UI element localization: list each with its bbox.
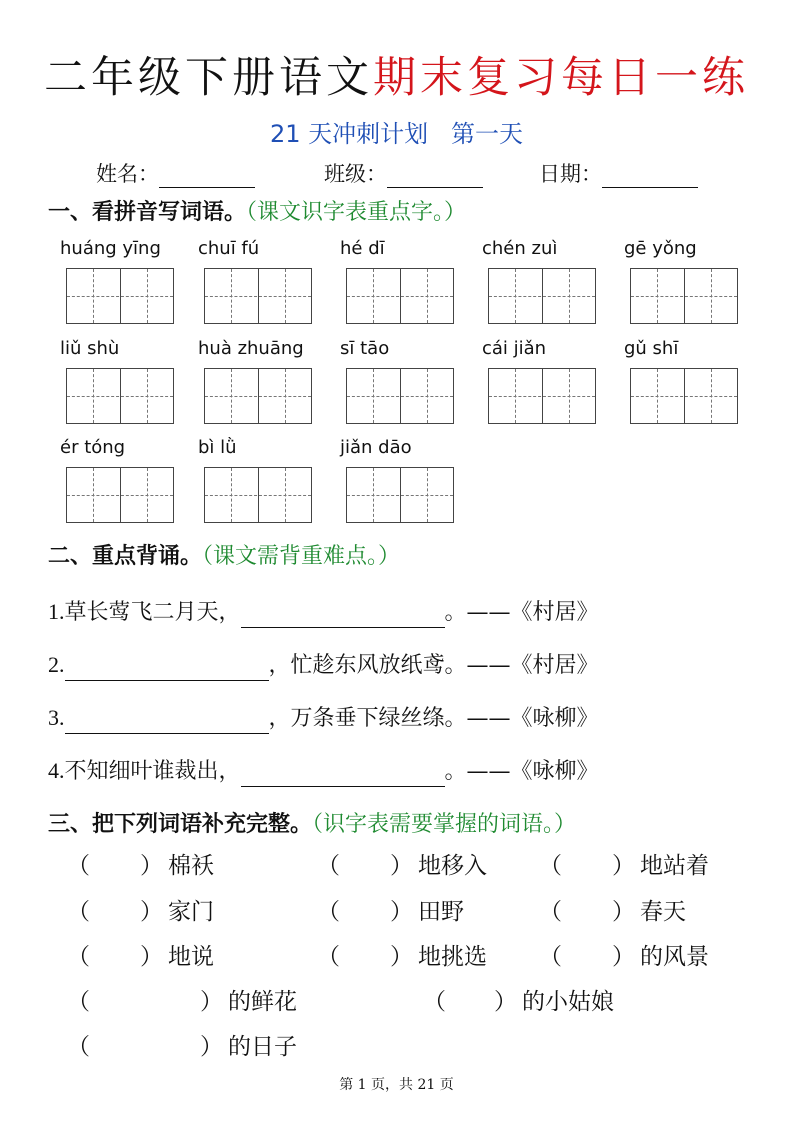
pinyin-label: chén zuì [482,238,558,259]
pinyin-label: sī tāo [340,338,390,359]
open-paren: （ [539,853,562,879]
pinyin-label: gē yǒng [624,238,697,259]
open-paren: （ [317,944,340,970]
pinyin-label: bì lǜ [198,437,237,458]
close-paren: ） [200,989,223,1015]
poem-text-before: 不知细叶谁裁出， [64,759,241,784]
pinyin-label: hé dī [340,238,385,259]
poem-blank[interactable] [241,603,445,628]
poem-text-after: 。——《咏柳》 [444,759,599,784]
class-blank[interactable] [387,165,483,188]
writing-grid[interactable] [346,467,454,523]
poem-blank[interactable] [241,762,445,787]
fill-word: 的鲜花 [228,989,297,1015]
fill-word: 地站着 [640,853,709,879]
close-paren: ） [612,944,635,970]
name-blank[interactable] [159,165,255,188]
close-paren: ） [612,853,635,879]
fill-word: 的日子 [228,1034,297,1060]
open-paren: （ [317,899,340,925]
poem-text-before: 草长莺飞二月天， [64,600,241,625]
open-paren: （ [67,1034,90,1060]
pinyin-label: gǔ shī [624,338,679,359]
poem-number: 4. [48,758,65,783]
writing-grid[interactable] [630,268,738,324]
fill-word: 的小姑娘 [522,989,614,1015]
writing-grid[interactable] [66,368,174,424]
section3-heading [48,810,576,840]
writing-grid[interactable] [66,268,174,324]
fill-blank[interactable] [565,942,612,972]
open-paren: （ [67,989,90,1015]
close-paren: ） [200,1034,223,1060]
close-paren: ） [390,899,413,925]
poem-line [48,650,599,681]
pinyin-label: liǔ shù [60,338,120,359]
section3-label: 三、把下列词语补充完整。 [48,812,313,837]
open-paren: （ [539,899,562,925]
section2-heading [48,542,400,572]
fill-blank[interactable] [93,987,200,1017]
poem-text-after: ，万条垂下绿丝绦。——《咏柳》 [268,706,599,731]
open-paren: （ [317,853,340,879]
open-paren: （ [423,989,446,1015]
fill-blank[interactable] [93,1032,200,1062]
section2-label: 二、重点背诵。 [48,544,203,569]
writing-grid[interactable] [346,368,454,424]
poem-text-after: ，忙趁东风放纸鸢。——《村居》 [268,653,599,678]
fill-blank[interactable] [343,851,390,881]
page-footer: 第 1 页，共 21 页 [339,1077,454,1093]
fill-blank[interactable] [565,851,612,881]
date-blank[interactable] [602,165,698,188]
class-label: 班级： [324,162,387,186]
fill-word: 春天 [640,899,686,925]
poem-number: 1. [48,599,65,624]
pinyin-label: chuī fú [198,238,260,259]
open-paren: （ [67,853,90,879]
fill-blank[interactable] [93,897,140,927]
pinyin-label: ér tóng [60,437,126,458]
writing-grid[interactable] [488,368,596,424]
close-paren: ） [494,989,517,1015]
page-title [0,52,793,104]
poem-line [48,756,599,787]
writing-grid[interactable] [630,368,738,424]
close-paren: ） [140,899,163,925]
pinyin-label: jiǎn dāo [340,437,412,458]
fill-blank[interactable] [93,851,140,881]
writing-grid[interactable] [204,268,312,324]
fill-word: 地挑选 [418,944,487,970]
writing-grid[interactable] [488,268,596,324]
fill-word: 地说 [168,944,214,970]
fill-word: 的风景 [640,944,709,970]
close-paren: ） [140,944,163,970]
fill-word: 棉袄 [168,853,214,879]
poem-blank[interactable] [65,656,269,681]
name-label: 姓名： [96,162,159,186]
close-paren: ） [390,853,413,879]
section3-note: （识字表需要掌握的词语。） [312,812,577,837]
close-paren: ） [140,853,163,879]
section1-note: （课文识字表重点字。） [246,200,467,225]
writing-grid[interactable] [204,467,312,523]
poem-blank[interactable] [65,709,269,734]
poem-line [48,597,599,628]
section2-note: （课文需背重难点。） [202,544,401,569]
pinyin-label: huáng yīng [60,238,161,259]
page-subtitle: 21 天冲刺计划 第一天 [269,120,524,148]
class-field[interactable] [324,160,483,188]
pinyin-label: cái jiǎn [482,338,547,359]
writing-grid[interactable] [66,467,174,523]
fill-blank[interactable] [565,897,612,927]
pinyin-label: huà zhuāng [198,338,304,359]
close-paren: ） [390,944,413,970]
poem-number: 2. [48,652,65,677]
close-paren: ） [612,899,635,925]
fill-blank[interactable] [343,942,390,972]
poem-text-after: 。——《村居》 [444,600,599,625]
writing-grid[interactable] [346,268,454,324]
fill-blank[interactable] [93,942,140,972]
writing-grid[interactable] [204,368,312,424]
fill-word: 地移入 [418,853,487,879]
poem-number: 3. [48,705,65,730]
date-label: 日期： [539,162,602,186]
fill-blank[interactable] [343,897,390,927]
date-field[interactable] [539,160,698,188]
title-red-part: 期末复习每日一练 [373,53,749,103]
fill-blank[interactable] [449,987,494,1017]
section1-heading [48,198,466,228]
title-black-part: 二年级下册语文 [44,53,373,103]
open-paren: （ [539,944,562,970]
open-paren: （ [67,899,90,925]
section1-label: 一、看拼音写词语。 [48,200,247,225]
fill-word: 田野 [418,899,464,925]
fill-word: 家门 [168,899,214,925]
poem-line [48,703,599,734]
open-paren: （ [67,944,90,970]
name-field[interactable] [96,160,255,188]
